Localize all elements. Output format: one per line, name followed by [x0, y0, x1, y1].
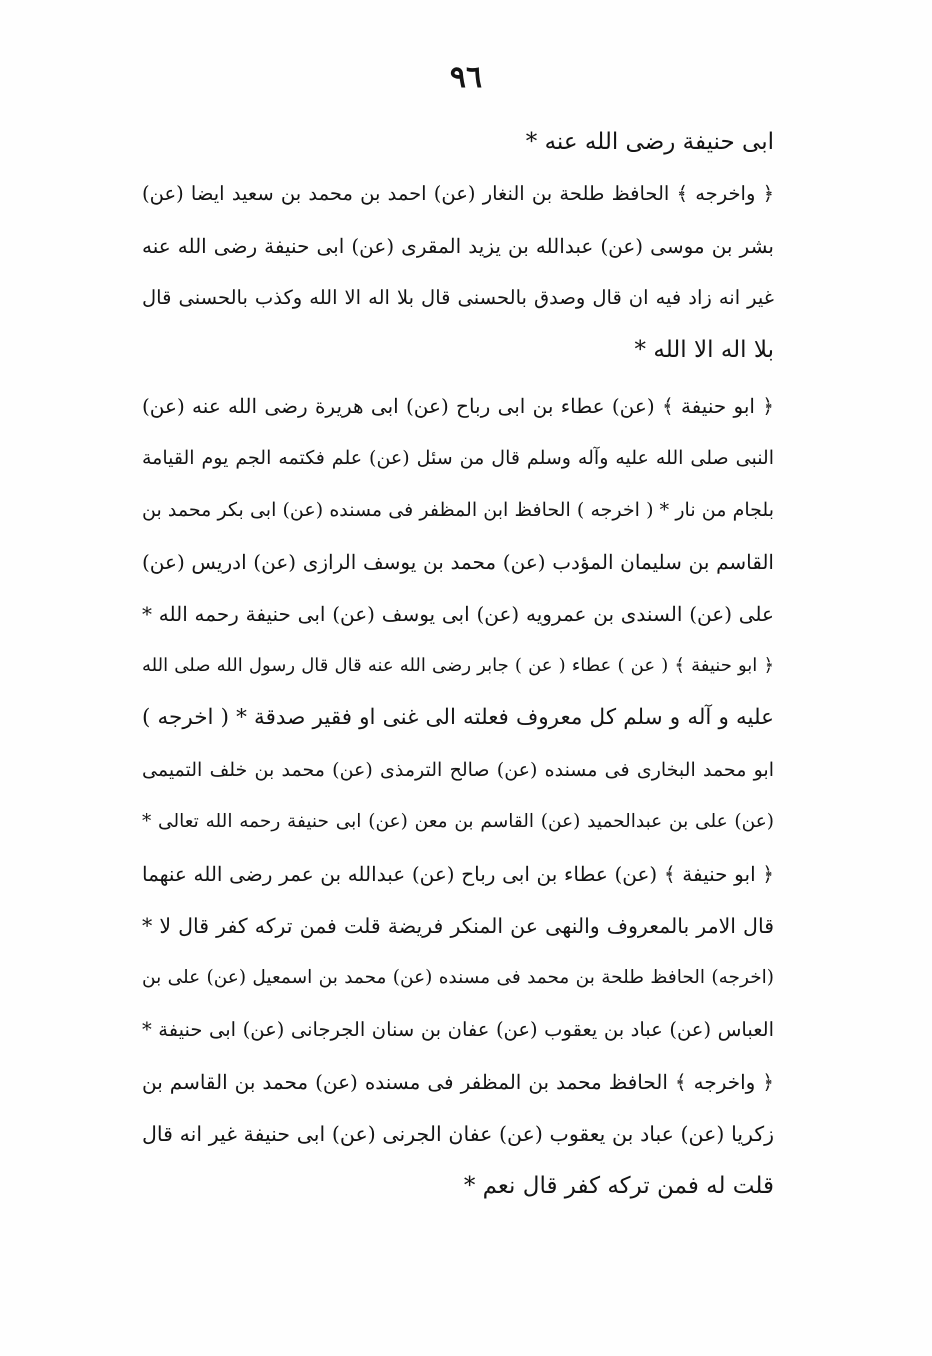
- text-line: ﴿ واخرجه ﴾ الحافظ طلحة بن النغار (عن) احمد بن محمد بن سعید ایضا (عن): [142, 182, 774, 205]
- text-line: ﴿ ابو حنیفة ﴾ (عن) عطاء بن ابی رباح (عن) ابی هریرة رضی الله عنه (عن): [142, 394, 774, 418]
- text-line: (اخرجه) الحافظ طلحة بن محمد فی مسنده (عن) محمد بن اسمعیل (عن) علی بن: [142, 967, 774, 988]
- text-line: ابو محمد البخاری فی مسنده (عن) صالح الترمذی (عن) محمد بن خلف التمیمی: [142, 759, 774, 781]
- text-line: العباس (عن) عباد بن یعقوب (عن) عفان بن سنان الجرجانی (عن) ابی حنیفة *: [142, 1018, 774, 1041]
- text-line: ﴿ واخرجه ﴾ الحافظ محمد بن المظفر فی مسنده (عن) محمد بن القاسم بن: [142, 1070, 774, 1094]
- text-line: بلا اله الا الله *: [634, 337, 774, 363]
- text-line: علی (عن) السندی بن عمرویه (عن) ابی یوسف (عن) ابی حنیفة رحمه الله *: [142, 602, 774, 626]
- text-line: النبی صلی الله علیه وآله وسلم قال من سئل (عن) علم فکتمه الجم یوم القیامة: [142, 447, 774, 469]
- text-line: ﴿ ابو حنیفة ﴾ ( عن ) عطاء ( عن ) جابر رضی الله عنه قال قال رسول الله صلی الله: [142, 655, 774, 676]
- text-line: قال الامر بالمعروف والنهی عن المنکر فریضة قلت فمن ترکه کفر قال لا *: [142, 914, 774, 938]
- text-line: ﴿ ابو حنیفة ﴾ (عن) عطاء بن ابی رباح (عن) عبدالله بن عمر رضی الله عنهما: [142, 862, 774, 886]
- page-number: ٩٦: [449, 60, 483, 95]
- text-line: زکریا (عن) عباد بن یعقوب (عن) عفان الجرنی (عن) ابی حنیفة غیر انه قال: [142, 1122, 774, 1146]
- text-line: بشر بن موسی (عن) عبدالله بن یزید المقری (عن) ابی حنیفة رضی الله عنه: [142, 234, 774, 258]
- text-line: علیه و آله و سلم کل معروف فعلته الی غنی او فقیر صدقة * ( اخرجه ): [142, 705, 774, 730]
- text-line: بلجام من نار * ( اخرجه ) الحافظ ابن المظفر فی مسنده (عن) ابی بکر محمد بن: [142, 499, 774, 521]
- text-line: غیر انه زاد فیه ان قال وصدق بالحسنی قال بلا اله الا الله وکذب بالحسنی قال: [142, 286, 774, 309]
- text-line: ابی حنیفة رضی الله عنه *: [525, 129, 774, 155]
- page-text: [142, 116, 774, 1212]
- text-line: القاسم بن سلیمان المؤدب (عن) محمد بن یوسف الرازی (عن) ادریس (عن): [142, 550, 774, 574]
- text-line: (عن) علی بن عبدالحمید (عن) القاسم بن معن (عن) ابی حنیفة رحمه الله تعالی *: [142, 811, 774, 832]
- text-line: قلت له فمن ترکه کفر قال نعم *: [463, 1173, 774, 1199]
